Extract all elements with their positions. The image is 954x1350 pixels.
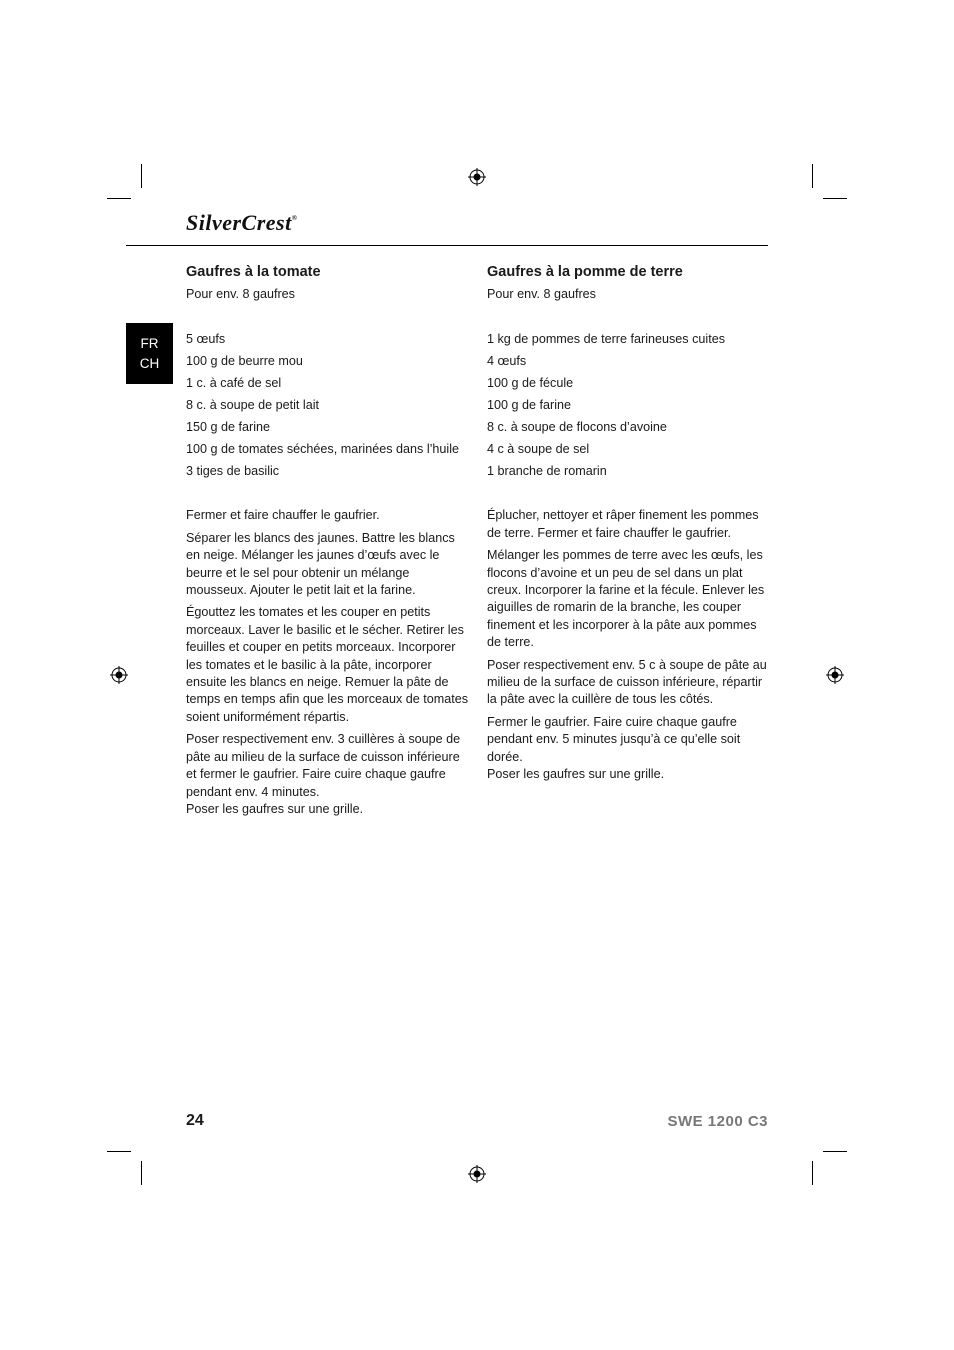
instruction-step: Fermer le gaufrier. Faire cuire chaque gaufre pendant env. 5 minutes jusqu’à ce qu’elle soit dorée. Poser les gaufres sur une grille. [487, 714, 741, 782]
registration-mark-icon [826, 666, 844, 684]
brand-logo-text: SilverCrest [186, 210, 292, 235]
registration-mark-icon [110, 666, 128, 684]
instruction-list [487, 507, 772, 783]
crop-mark [812, 164, 813, 188]
page-number: 24 [186, 1112, 204, 1129]
header-rule [126, 245, 768, 246]
ingredient-item: 5 œufs [186, 332, 226, 347]
ingredient-item: 8 c. à soupe de flocons d’avoine [487, 420, 667, 435]
ingredient-item: 100 g de beurre mou [186, 354, 303, 369]
instruction-step: Fermer et faire chauffer le gaufrier. [186, 508, 380, 523]
ingredient-item: 1 branche de romarin [487, 464, 607, 479]
crop-mark [107, 1151, 131, 1152]
ingredient-item: 1 c. à café de sel [186, 376, 282, 391]
recipe-column-left [186, 262, 471, 823]
registration-mark-icon [468, 168, 486, 186]
language-code: FR [140, 336, 159, 351]
instruction-step: Éplucher, nettoyer et râper finement les pommes de terre. Fermer et faire chauffer le gaufrier. [487, 508, 759, 540]
recipe-serves: Pour env. 8 gaufres [186, 287, 295, 301]
ingredient-list [186, 328, 471, 482]
recipe-title: Gaufres à la pomme de terre [487, 264, 683, 280]
instruction-list [186, 507, 471, 818]
trademark-symbol: ® [291, 214, 298, 222]
instruction-step: Égouttez les tomates et les couper en petits morceaux. Laver le basilic et le sécher. Retirer les feuilles et couper en petits morceaux. Incorporer les tomates et le basilic à la pâte, incorporer ensuite les blancs en neige. Remuer la pâte de temps en temps afin que les morceaux de tomates soient uniformément répartis. [186, 605, 469, 724]
instruction-step: Séparer les blancs des jaunes. Battre les blancs en neige. Mélanger les jaunes d’œufs avec le beurre et le sel pour obtenir un mélange mousseux. Ajouter le petit lait et la farine. [186, 530, 455, 598]
recipe-column-right [487, 262, 772, 789]
model-number: SWE 1200 C3 [667, 1113, 768, 1130]
recipe-title: Gaufres à la tomate [186, 264, 321, 280]
instruction-step: Mélanger les pommes de terre avec les œufs, les flocons d’avoine et un peu de sel dans un plat creux. Incorporer la farine et la fécule. Enlever les aiguilles de romarin de la branche, les couper finement et les incorporer à la pâte aux pommes de terre. [487, 548, 765, 650]
ingredient-item: 1 kg de pommes de terre farineuses cuites [487, 332, 726, 347]
ingredient-item: 8 c. à soupe de petit lait [186, 398, 320, 413]
brand-logo [186, 210, 297, 236]
ingredient-item: 100 g de tomates séchées, marinées dans l’huile [186, 442, 460, 457]
ingredient-item: 100 g de farine [487, 398, 572, 413]
ingredient-item: 150 g de farine [186, 420, 271, 435]
language-tab [126, 323, 173, 384]
crop-mark [823, 1151, 847, 1152]
ingredient-item: 4 œufs [487, 354, 527, 369]
crop-mark [823, 198, 847, 199]
language-code: CH [139, 356, 160, 371]
registration-mark-icon [468, 1165, 486, 1183]
ingredient-list [487, 328, 772, 482]
ingredient-item: 3 tiges de basilic [186, 464, 280, 479]
ingredient-item: 100 g de fécule [487, 376, 574, 391]
instruction-step: Poser respectivement env. 3 cuillères à soupe de pâte au milieu de la surface de cuisson inférieure et fermer le gaufrier. Faire cuire chaque gaufre pendant env. 4 minutes. Poser les gaufres sur une grille. [186, 732, 461, 816]
crop-mark [812, 1161, 813, 1185]
instruction-step: Poser respectivement env. 5 c à soupe de pâte au milieu de la surface de cuisson inférieure, répartir la pâte avec la cuillère de tous les côtés. [487, 657, 767, 707]
crop-mark [141, 1161, 142, 1185]
crop-mark [107, 198, 131, 199]
recipe-serves: Pour env. 8 gaufres [487, 287, 596, 301]
ingredient-item: 4 c à soupe de sel [487, 442, 590, 457]
crop-mark [141, 164, 142, 188]
